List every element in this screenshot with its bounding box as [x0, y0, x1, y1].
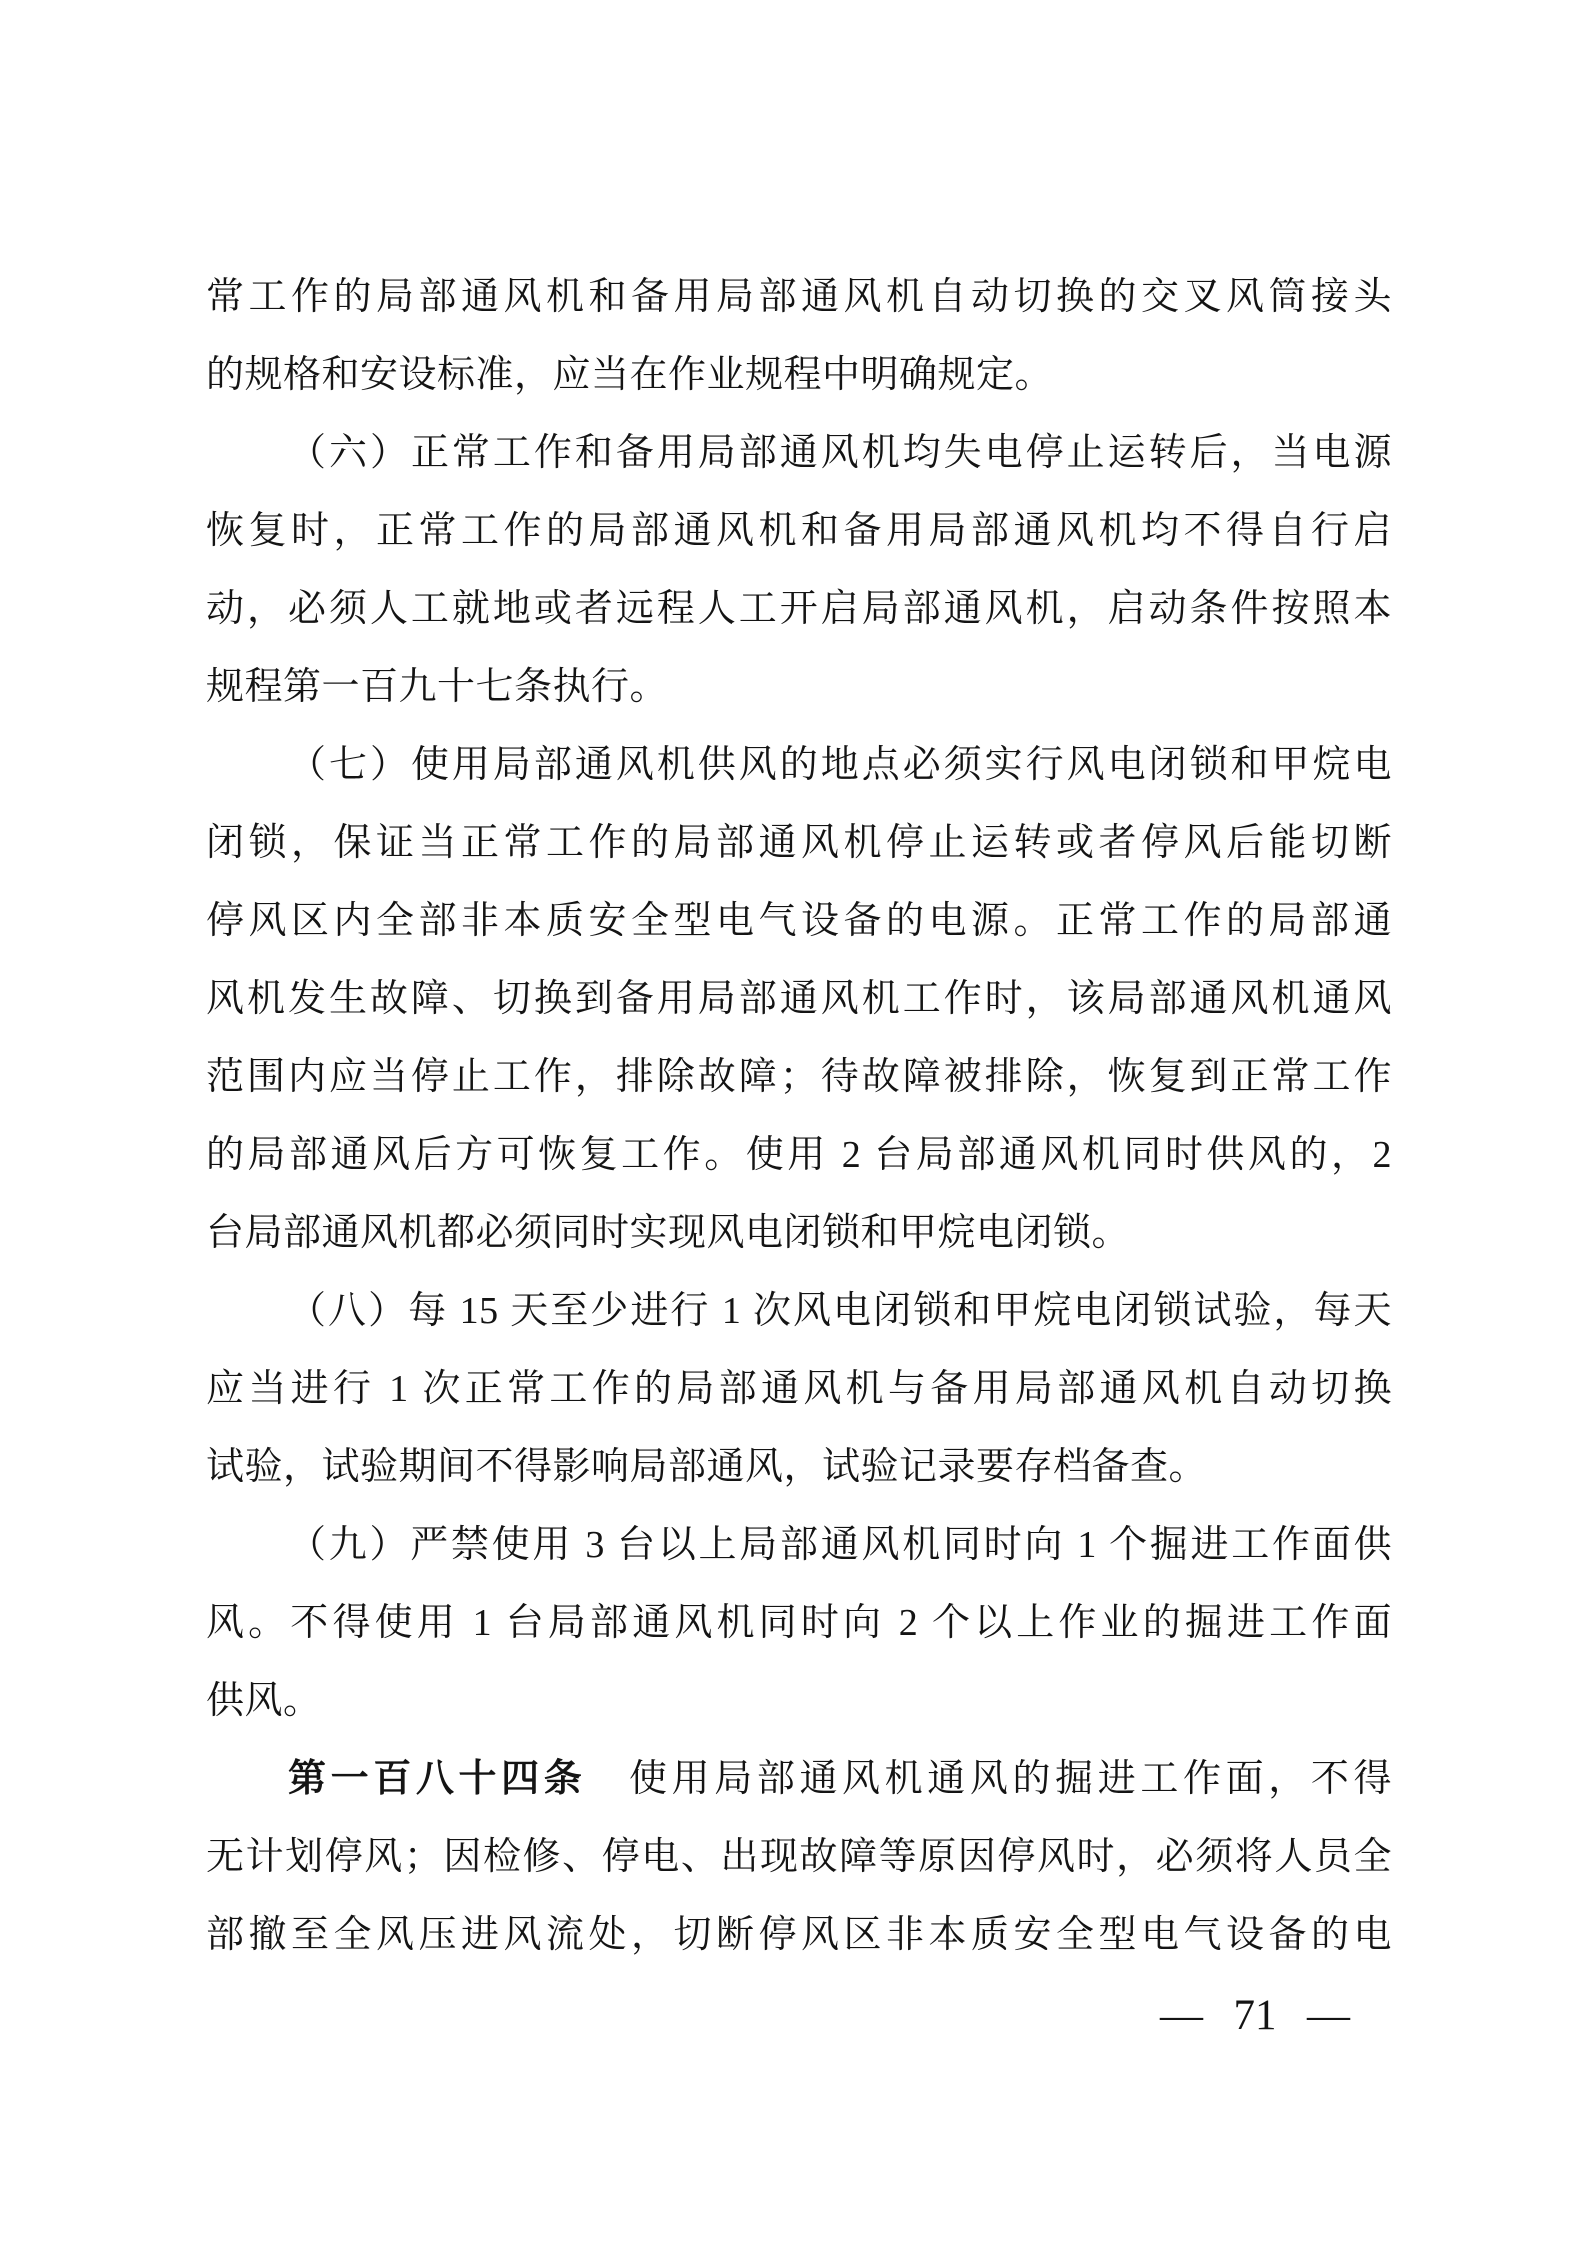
- body-text: [206, 258, 1392, 1974]
- text-run: 试验，试验期间不得影响局部通风，试验记录要存档备查。: [206, 1446, 1208, 1488]
- footer-dash-right: —: [1307, 1992, 1350, 2039]
- page-number: 71: [1233, 1992, 1277, 2039]
- text-run: 常工作的局部通风机和备用局部通风机自动切换的交叉风筒接头: [206, 276, 1392, 318]
- text-run: 供风。: [206, 1680, 322, 1722]
- text-run: （七）使用局部通风机供风的地点必须实行风电闭锁和甲烷电: [288, 744, 1392, 786]
- text-run: 台局部通风机都必须同时实现风电闭锁和甲烷电闭锁。: [206, 1212, 1131, 1254]
- paragraph: [206, 414, 1392, 726]
- text-run: 闭锁，保证当正常工作的局部通风机停止运转或者停风后能切断: [206, 822, 1392, 864]
- page-footer: [1160, 1992, 1350, 2040]
- text-run: 动，必须人工就地或者远程人工开启局部通风机，启动条件按照本: [206, 588, 1392, 630]
- text-run: 应当进行 1 次正常工作的局部通风机与备用局部通风机自动切换: [206, 1368, 1392, 1410]
- text-line: [206, 1038, 1392, 1116]
- text-line: [206, 414, 1392, 492]
- text-line: [206, 258, 1392, 336]
- paragraph: [206, 726, 1392, 1272]
- text-line: [206, 1506, 1392, 1584]
- paragraph: [206, 1272, 1392, 1506]
- text-line: [206, 1740, 1392, 1818]
- text-line: [206, 570, 1392, 648]
- paragraph: [206, 258, 1392, 414]
- text-run: 恢复时，正常工作的局部通风机和备用局部通风机均不得自行启: [206, 510, 1392, 552]
- text-run: 无计划停风；因检修、停电、出现故障等原因停风时，必须将人员全: [206, 1836, 1392, 1878]
- text-line: [206, 1818, 1392, 1896]
- text-line: [206, 804, 1392, 882]
- text-run: （八）每 15 天至少进行 1 次风电闭锁和甲烷电闭锁试验，每天: [288, 1290, 1392, 1332]
- text-line: [206, 882, 1392, 960]
- text-run: 范围内应当停止工作，排除故障；待故障被排除，恢复到正常工作: [206, 1056, 1392, 1098]
- text-line: [206, 726, 1392, 804]
- paragraph: [206, 1740, 1392, 1974]
- article-number-heading: 第一百八十四条: [288, 1758, 587, 1800]
- text-line: [206, 1272, 1392, 1350]
- text-run: （九）严禁使用 3 台以上局部通风机同时向 1 个掘进工作面供: [288, 1524, 1392, 1566]
- text-line: [206, 1428, 1392, 1506]
- text-run: 使用局部通风机通风的掘进工作面，不得: [586, 1758, 1392, 1800]
- text-run: 风。不得使用 1 台局部通风机同时向 2 个以上作业的掘进工作面: [206, 1602, 1392, 1644]
- text-line: [206, 1896, 1392, 1974]
- text-line: [206, 1584, 1392, 1662]
- text-run: 的规格和安设标准，应当在作业规程中明确规定。: [206, 354, 1054, 396]
- text-run: 规程第一百九十七条执行。: [206, 666, 669, 708]
- text-line: [206, 1116, 1392, 1194]
- text-line: [206, 1194, 1392, 1272]
- text-line: [206, 1350, 1392, 1428]
- paragraph: [206, 1506, 1392, 1740]
- text-line: [206, 1662, 1392, 1740]
- text-run: （六）正常工作和备用局部通风机均失电停止运转后，当电源: [288, 432, 1392, 474]
- text-run: 部撤至全风压进风流处，切断停风区非本质安全型电气设备的电: [206, 1914, 1392, 1956]
- text-line: [206, 648, 1392, 726]
- text-run: 停风区内全部非本质安全型电气设备的电源。正常工作的局部通: [206, 900, 1392, 942]
- text-run: 风机发生故障、切换到备用局部通风机工作时，该局部通风机通风: [206, 978, 1392, 1020]
- text-line: [206, 960, 1392, 1038]
- text-run: 的局部通风后方可恢复工作。使用 2 台局部通风机同时供风的，2: [206, 1134, 1392, 1176]
- footer-dash-left: —: [1160, 1992, 1203, 2039]
- text-line: [206, 492, 1392, 570]
- text-line: [206, 336, 1392, 414]
